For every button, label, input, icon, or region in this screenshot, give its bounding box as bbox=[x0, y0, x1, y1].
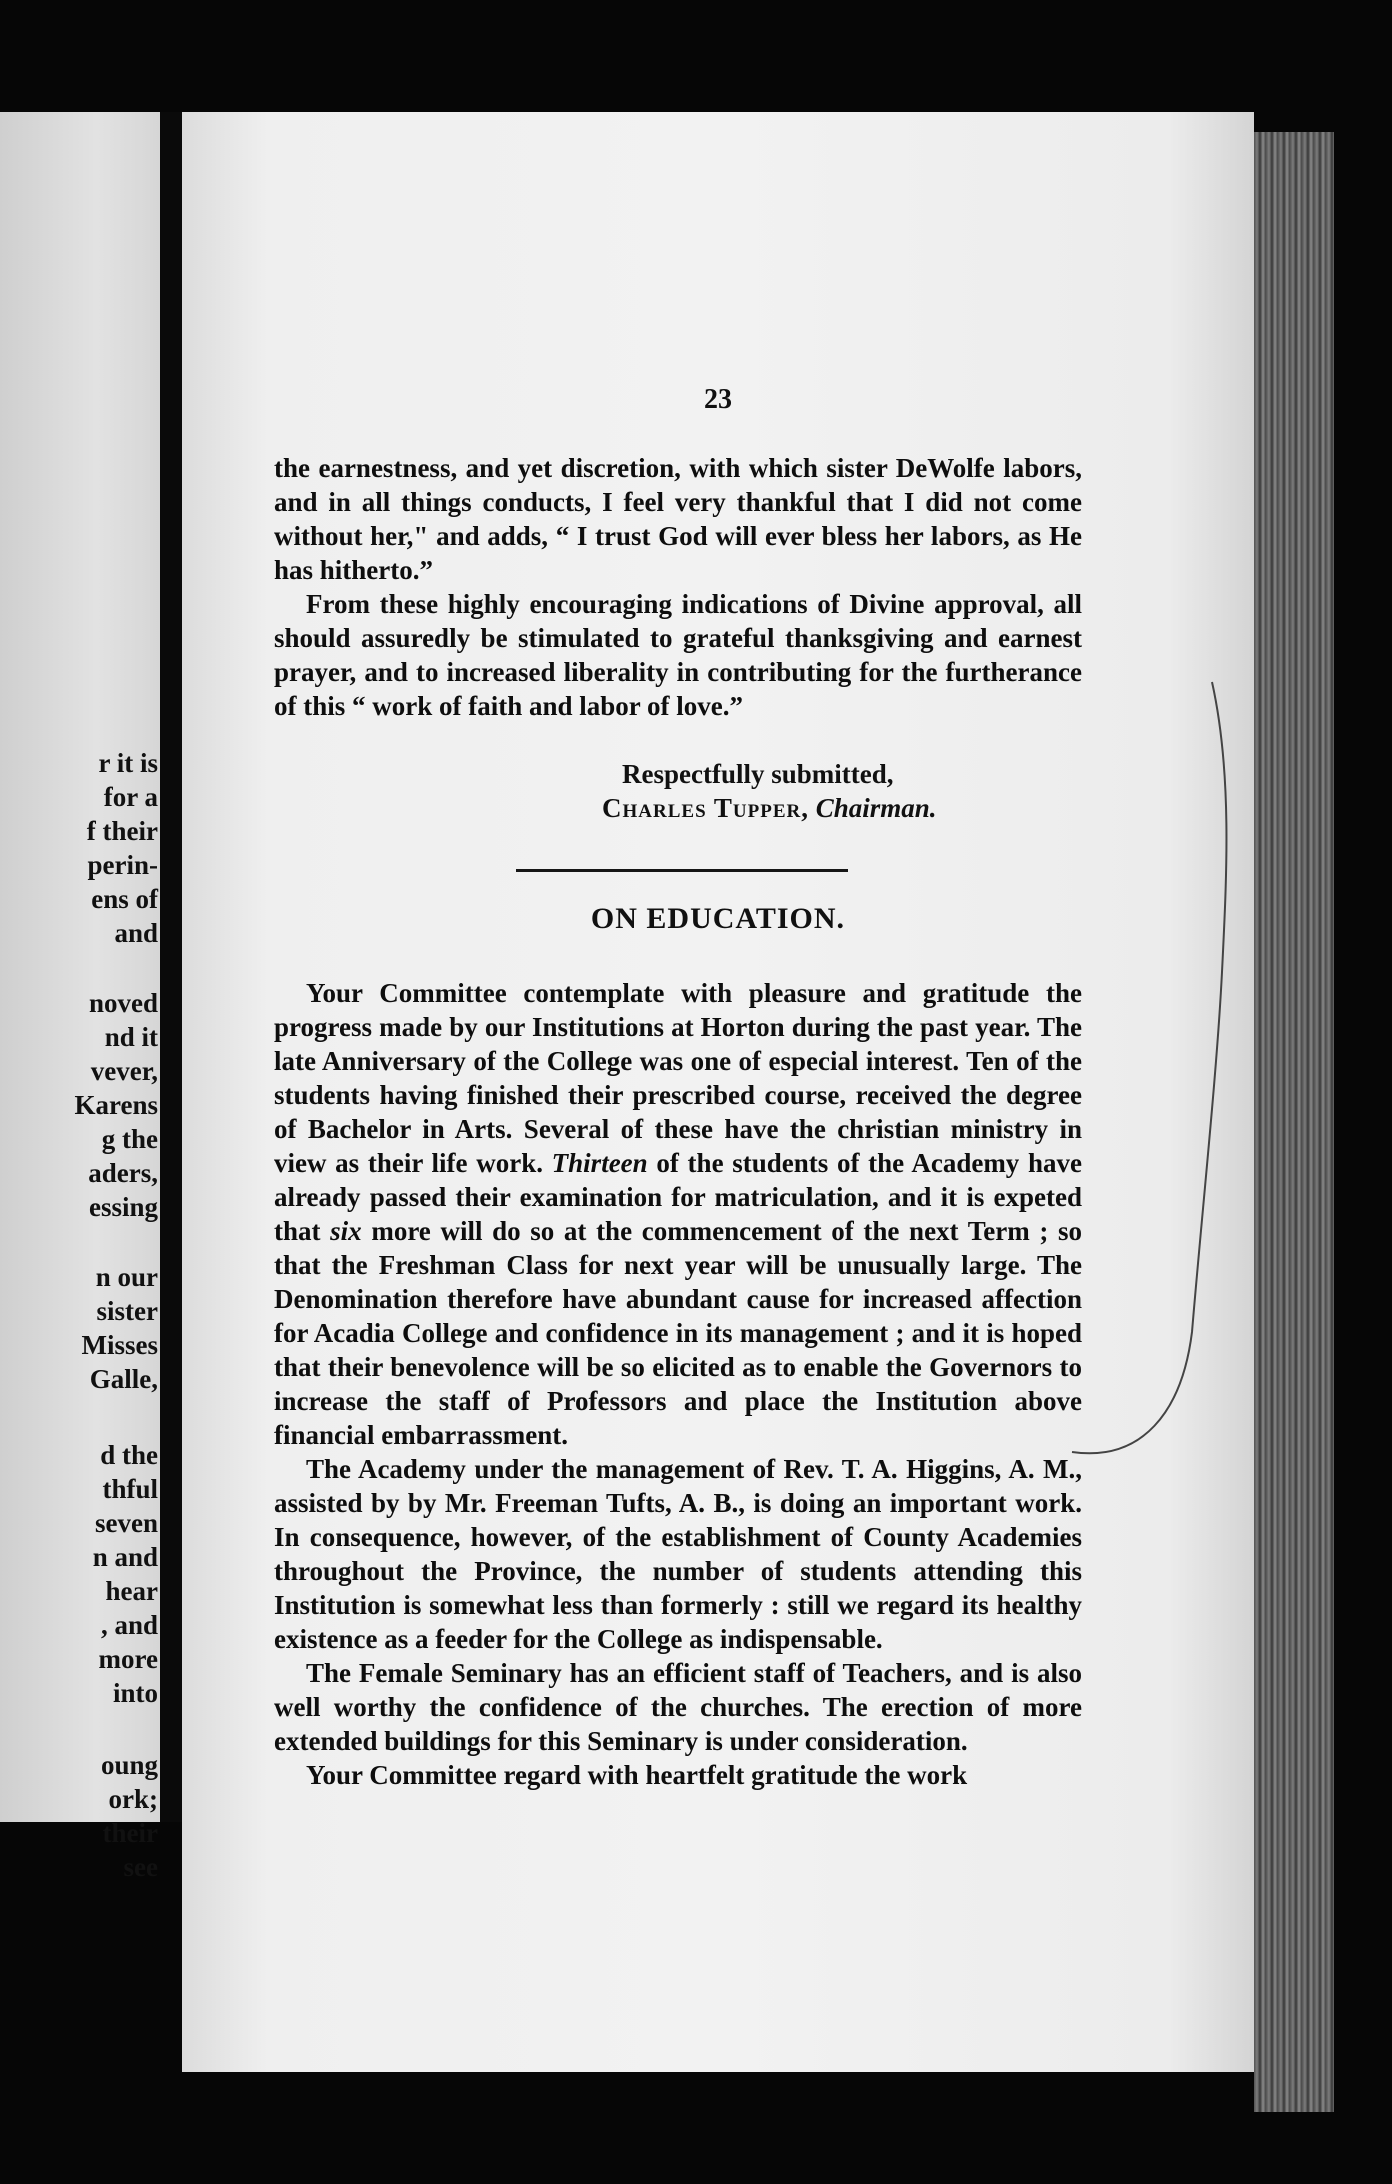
facing-page-text: r it is bbox=[98, 748, 158, 778]
signatory-role: Chairman. bbox=[815, 793, 937, 823]
facing-page-text: Galle, bbox=[89, 1364, 158, 1394]
closing-line: Respectfully submitted, bbox=[622, 759, 894, 789]
facing-page-text: n and bbox=[92, 1542, 158, 1572]
paragraph: The Academy under the management of Rev. T. A. Higgins, A. M., assisted by by Mr. Freeman Tufts, A. B., is doing an important work. In consequence, however, of the establishment of County Academies throughout the Province, the number of students attending this Institution is somewhat less than formerly : still we regard its healthy existence as a feeder for the College as indispensable. bbox=[274, 1454, 1082, 1654]
paragraph: Your Committee regard with heartfelt gratitude the work bbox=[306, 1760, 968, 1790]
facing-page-text: n our bbox=[95, 1262, 158, 1292]
facing-page-text: more bbox=[98, 1644, 158, 1674]
facing-page-text: see bbox=[123, 1852, 158, 1882]
facing-page-text: perin- bbox=[87, 850, 158, 880]
facing-page-text: oung bbox=[100, 1750, 158, 1780]
facing-page-fragment bbox=[0, 112, 160, 1882]
facing-page-text: ork; bbox=[108, 1784, 158, 1814]
facing-page-text: and bbox=[114, 918, 158, 948]
section-divider bbox=[516, 869, 848, 872]
education-report bbox=[274, 976, 1082, 1792]
facing-page-text: Misses bbox=[81, 1330, 158, 1360]
facing-page-text: for a bbox=[103, 782, 158, 812]
facing-page-text: aders, bbox=[88, 1158, 158, 1188]
signatory-name: Charles Tupper, bbox=[602, 793, 809, 823]
signoff bbox=[602, 757, 1082, 825]
facing-page-text: d the bbox=[100, 1440, 158, 1470]
facing-page-text: into bbox=[112, 1678, 158, 1708]
paragraph: The Female Seminary has an efficient staff of Teachers, and is also well worthy the confidence of the churches. The erection of more extended buildings for this Seminary is under consideration. bbox=[274, 1658, 1082, 1756]
facing-page-text: essing bbox=[88, 1192, 158, 1222]
facing-page-text: their bbox=[102, 1818, 158, 1848]
facing-page-text: g the bbox=[101, 1124, 158, 1154]
facing-page-text: noved bbox=[88, 988, 158, 1018]
paragraph-text: more will do so at the commencement of the next Term ; so that the Freshman Class for next year will be unusually large. The Denomination therefore have abundant cause for increased affection for Acadia College and confidence in its management ; and it is hoped that their benevolence will be so elicited as to enable the Governors to increase the staff of Professors and place the Institution above financial embarrassment. bbox=[274, 1216, 1083, 1450]
paragraph: From these highly encouraging indications of Divine approval, all should assuredly be stimulated to grateful thanksgiving and earnest prayer, and to increased liberality in contributing for the furtherance of this “ work of faith and labor of love.” bbox=[274, 589, 1082, 721]
book-gutter bbox=[160, 112, 182, 1822]
facing-page-text: nd it bbox=[104, 1022, 158, 1052]
facing-page-text: sister bbox=[96, 1296, 158, 1326]
report-continuation bbox=[274, 451, 1082, 723]
facing-page-text: thful bbox=[102, 1474, 158, 1504]
facing-page-text: Karens bbox=[74, 1090, 158, 1120]
paragraph bbox=[274, 976, 1082, 1452]
section-title: ON EDUCATION. bbox=[590, 902, 846, 935]
facing-page-text: vever, bbox=[90, 1056, 158, 1086]
paragraph-text: of the students of the Academy have already passed their examination for matriculation, and it is expeted that bbox=[274, 1148, 1082, 1246]
paragraph-text: Your Committee contemplate with pleasure and gratitude the progress made by our Institutions at Horton during the past year. The late Anniversary of the College was one of especial interest. Ten of the students having finished their prescribed course, received the degree of Bachelor in Arts. Several of these have the christian ministry in view as their life work. bbox=[274, 978, 1082, 1178]
book-page-edges bbox=[1254, 132, 1334, 2112]
signature-line bbox=[602, 791, 1082, 825]
facing-page-text: ens of bbox=[91, 884, 158, 914]
book-page bbox=[182, 112, 1254, 2072]
facing-page-text: seven bbox=[95, 1508, 158, 1538]
pencil-stroke bbox=[1072, 682, 1226, 1453]
paragraph: the earnestness, and yet discretion, with which sister DeWolfe labors, and in all things conducts, I feel very thankful that I did not come without her," and adds, “ I trust God will ever bless her labors, as He has hitherto.” bbox=[274, 453, 1082, 585]
italic-emphasis: Thirteen bbox=[551, 1148, 648, 1178]
italic-emphasis: six bbox=[330, 1216, 362, 1246]
facing-page-text: f their bbox=[86, 816, 158, 846]
facing-page-text: , and bbox=[100, 1610, 158, 1640]
facing-page-text: hear bbox=[105, 1576, 158, 1606]
page-number: 23 bbox=[704, 384, 732, 415]
pencil-mark bbox=[1062, 452, 1232, 1502]
